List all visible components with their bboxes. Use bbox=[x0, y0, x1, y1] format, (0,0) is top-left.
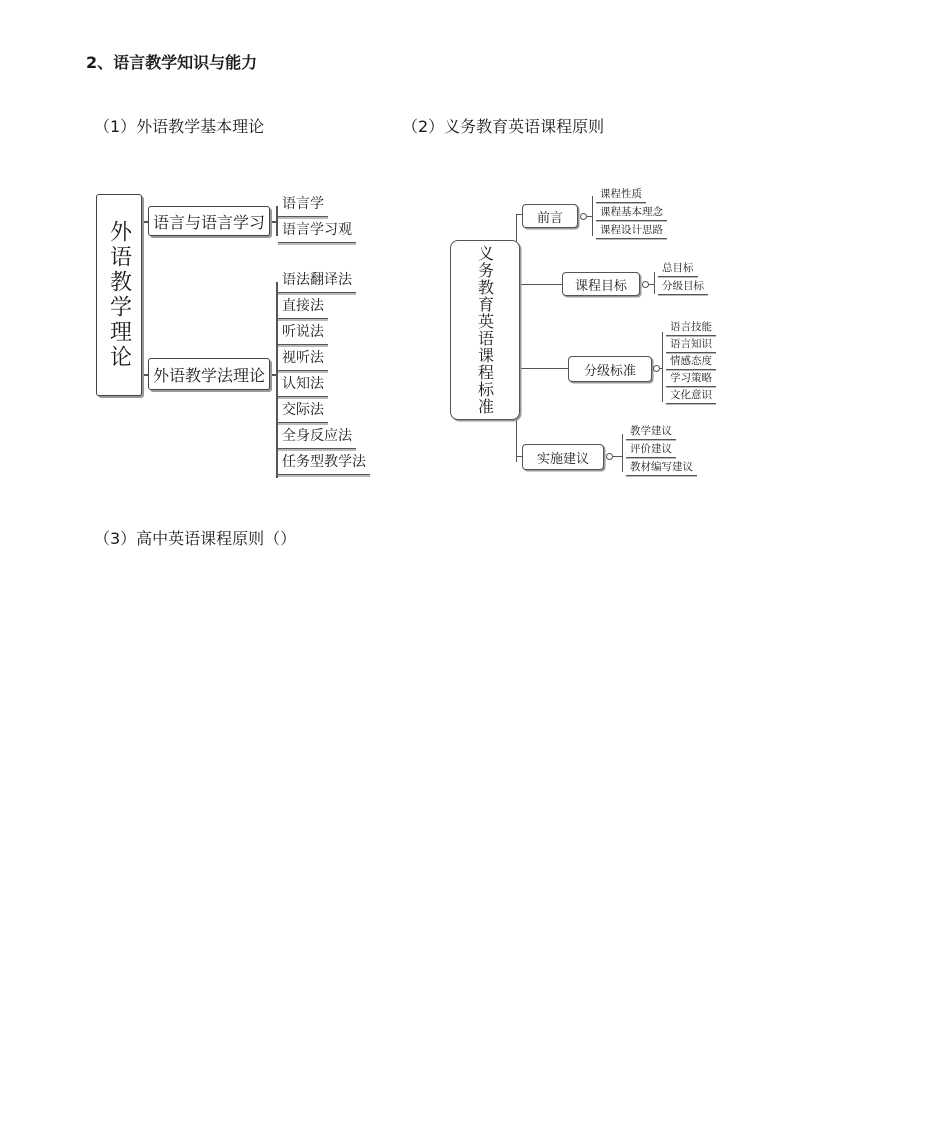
leaf-audio-lingual: 听说法 bbox=[278, 320, 328, 345]
caption-foreign-language-theory: （1）外语教学基本理论 bbox=[94, 117, 265, 136]
leaf-direct-method: 直接法 bbox=[278, 294, 328, 319]
leaf-language-learning-view: 语言学习观 bbox=[278, 218, 356, 243]
connector bbox=[516, 368, 568, 369]
leaf-course-design: 课程设计思路 bbox=[596, 223, 667, 239]
leaf-cognitive: 认知法 bbox=[278, 372, 328, 397]
leaf-emotional-attitude: 情感态度 bbox=[666, 354, 716, 370]
branch-language-learning: 语言与语言学习 bbox=[148, 206, 270, 236]
leaf-course-nature: 课程性质 bbox=[596, 187, 646, 203]
leaf-grammar-translation: 语法翻译法 bbox=[278, 268, 356, 293]
leaf-learning-strategies: 学习策略 bbox=[666, 371, 716, 387]
connector bbox=[516, 284, 562, 285]
connector bbox=[592, 196, 593, 236]
leaf-course-philosophy: 课程基本理念 bbox=[596, 205, 667, 221]
branch-connector-dot bbox=[653, 365, 660, 372]
leaf-overall-goal: 总目标 bbox=[658, 261, 698, 277]
curriculum-standard-mindmap bbox=[446, 186, 756, 482]
branch-connector-dot bbox=[642, 281, 649, 288]
leaf-communicative: 交际法 bbox=[278, 398, 328, 423]
connector bbox=[622, 434, 623, 472]
leaf-audio-visual: 视听法 bbox=[278, 346, 328, 371]
leaf-task-based: 任务型教学法 bbox=[278, 450, 370, 475]
mindmap-root: 外语教学理论 bbox=[96, 194, 142, 396]
branch-level-standards: 分级标准 bbox=[568, 356, 652, 382]
connector bbox=[654, 272, 655, 294]
leaf-total-physical-response: 全身反应法 bbox=[278, 424, 356, 449]
leaf-language-skills: 语言技能 bbox=[666, 320, 716, 336]
section-heading: 2、语言教学知识与能力 bbox=[86, 53, 258, 72]
leaf-language-knowledge: 语言知识 bbox=[666, 337, 716, 353]
leaf-evaluation-suggestions: 评价建议 bbox=[626, 442, 676, 458]
connector bbox=[662, 332, 663, 402]
leaf-teaching-suggestions: 教学建议 bbox=[626, 424, 676, 440]
branch-connector-dot bbox=[580, 213, 587, 220]
caption-compulsory-education-principles: （2）义务教育英语课程原则 bbox=[402, 117, 605, 136]
branch-course-goals: 课程目标 bbox=[562, 272, 640, 296]
leaf-linguistics: 语言学 bbox=[278, 192, 328, 217]
leaf-textbook-suggestions: 教材编写建议 bbox=[626, 460, 697, 476]
branch-connector-dot bbox=[606, 453, 613, 460]
connector bbox=[612, 456, 622, 457]
leaf-level-goals: 分级目标 bbox=[658, 279, 708, 295]
foreign-language-theory-mindmap bbox=[92, 178, 392, 482]
branch-teaching-method-theory: 外语教学法理论 bbox=[148, 358, 270, 390]
caption-high-school-principles: （3）高中英语课程原则（） bbox=[94, 529, 297, 548]
branch-preface: 前言 bbox=[522, 204, 578, 228]
leaf-cultural-awareness: 文化意识 bbox=[666, 388, 716, 404]
branch-implementation: 实施建议 bbox=[522, 444, 604, 470]
mindmap-root: 义务教育英语课程标准 bbox=[450, 240, 520, 420]
